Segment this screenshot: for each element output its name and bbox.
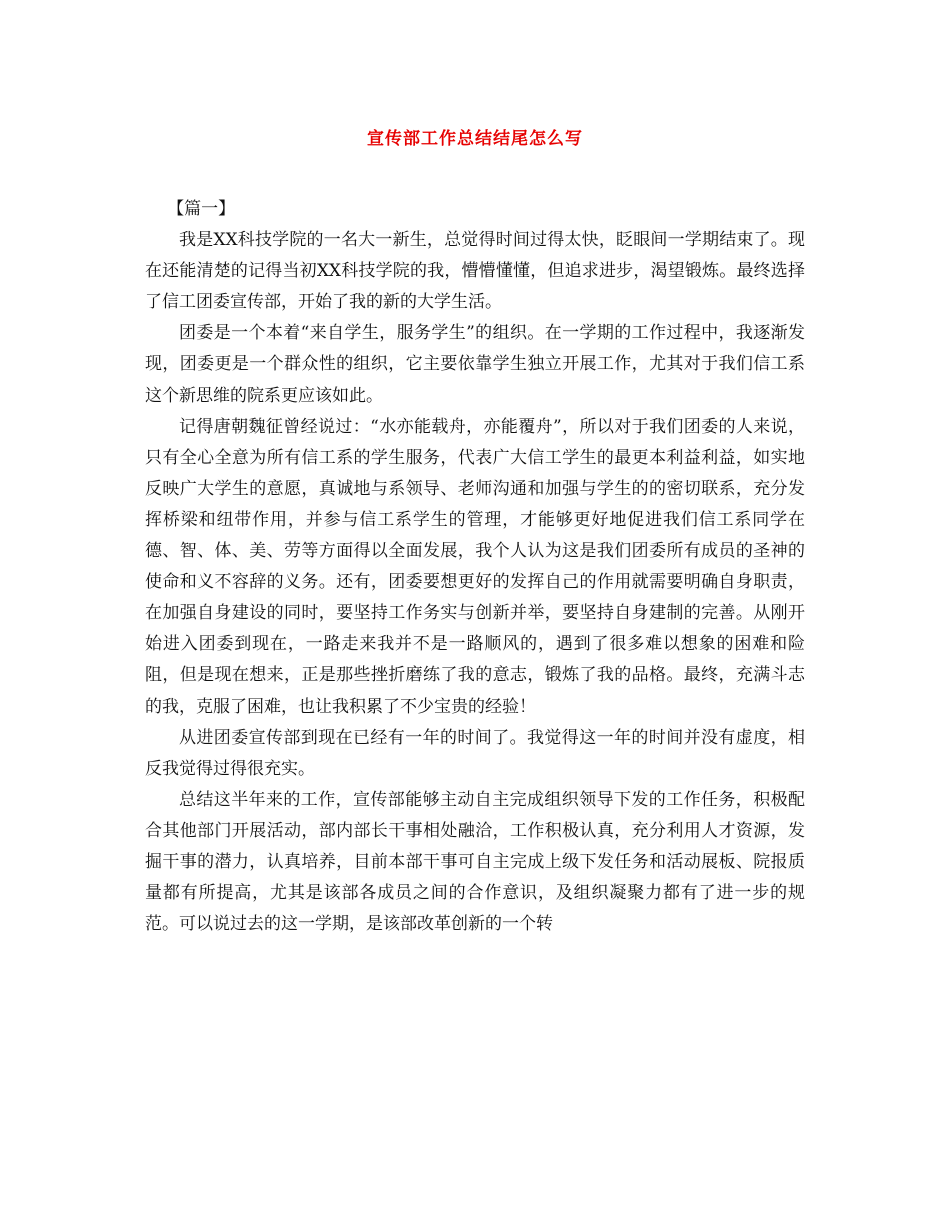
section-label: 【篇一】 (167, 199, 236, 219)
paragraph-4: 从进团委宣传部到现在已经有一年的时间了。我觉得这一年的时间并没有虚度，相反我觉得过得很充实。 (145, 727, 805, 779)
paragraph-3: 记得唐朝魏征曾经说过：“水亦能载舟，亦能覆舟”，所以对于我们团委的人来说，只有全心全意为所有信工系的学生服务，代表广大信工学生的最更本利益利益，如实地反映广大学生的意愿，真诚地与系领导、老师沟通和加强与学生的的密切联系，充分发挥桥梁和纽带作用，并参与信工系学生的管理，才能够更好地促进我们信工系同学在德、智、体、美、劳等方面得以全面发展，我个人认为这是我们团委所有成员的圣神的使命和义不容辞的义务。还有，团委要想更好的发挥自己的作用就需要明确自身职责，在加强自身建设的同时，要坚持工作务实与创新并举，要坚持自身建制的完善。从刚开始进入团委到现在，一路走来我并不是一路顺风的，遇到了很多难以想象的困难和险阻，但是现在想来，正是那些挫折磨练了我的意志，锻炼了我的品格。最终，充满斗志的我，克服了困难，也让我积累了不少宝贵的经验！ (145, 416, 805, 717)
paragraph-2: 团委是一个本着“来自学生，服务学生”的组织。在一学期的工作过程中，我逐渐发现，团委更是一个群众性的组织，它主要依靠学生独立开展工作，尤其对于我们信工系这个新思维的院系更应该如此。 (145, 323, 805, 406)
paragraph-5: 总结这半年来的工作，宣传部能够主动自主完成组织领导下发的工作任务，积极配合其他部门开展活动，部内部长干事相处融洽，工作积极认真，充分利用人才资源，发掘干事的潜力，认真培养，目前本部干事可自主完成上级下发任务和活动展板、院报质量都有所提高，尤其是该部各成员之间的合作意识，及组织凝聚力都有了进一步的规范。可以说过去的这一学期，是该部改革创新的一个转 (145, 789, 805, 935)
document-body (145, 194, 805, 940)
document-title: 宣传部工作总结结尾怎么写 (367, 129, 583, 149)
paragraph-1: 我是XX科技学院的一名大一新生，总觉得时间过得太快，眨眼间一学期结束了。现在还能清楚的记得当初XX科技学院的我，懵懵懂懂，但追求进步，渴望锻炼。最终选择了信工团委宣传部，开始了我的新的大学生活。 (145, 230, 805, 313)
